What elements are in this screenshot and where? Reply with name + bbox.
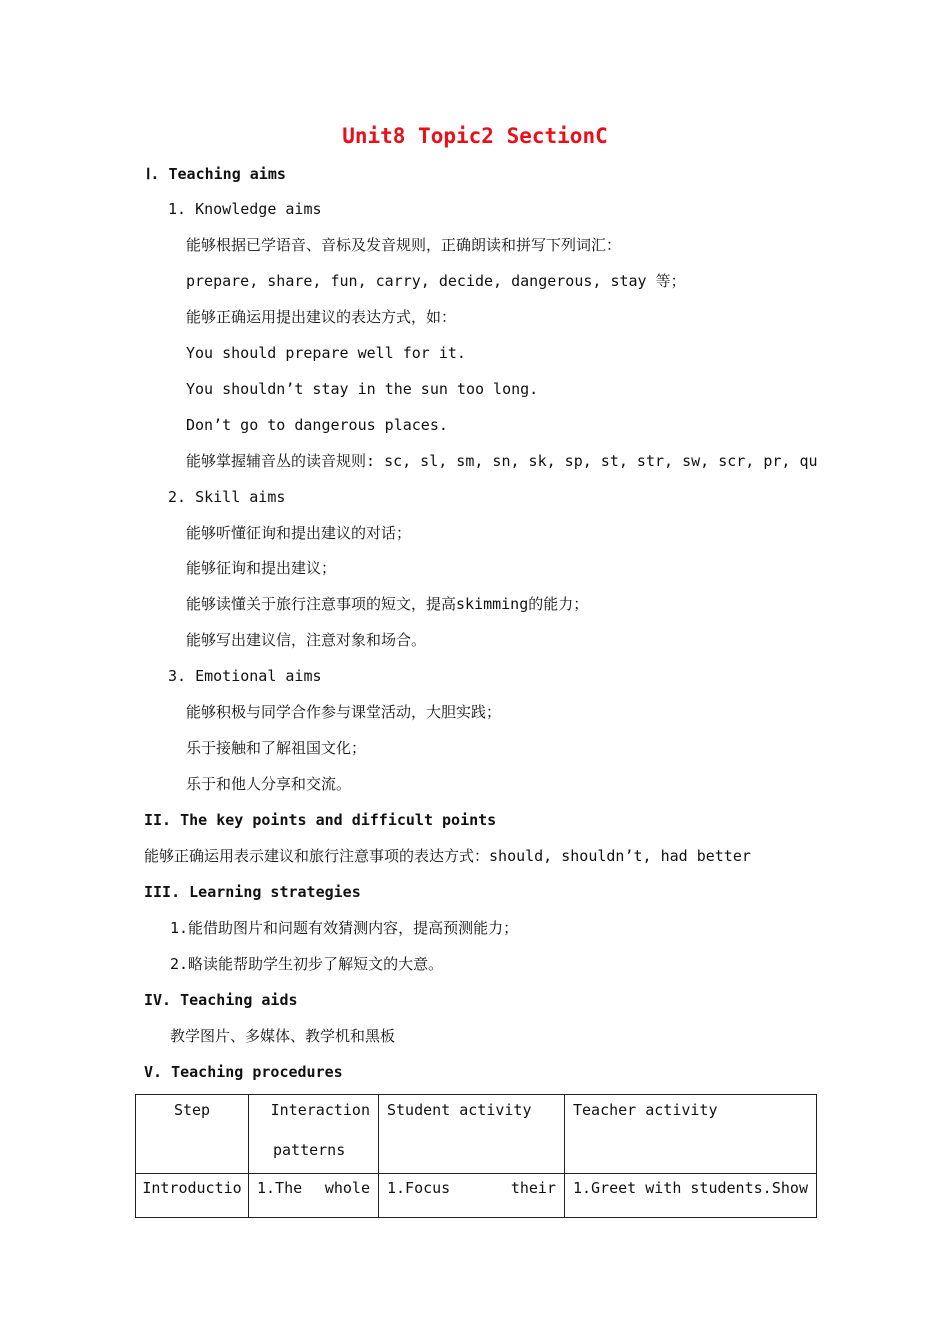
header-teacher: Teacher activity xyxy=(573,1101,718,1119)
skill-aims-label: 2. Skill aims xyxy=(168,488,286,506)
row-teacher-cell xyxy=(565,1174,817,1218)
header-interaction-1: Interaction xyxy=(270,1101,370,1119)
emotional-line: 能够积极与同学合作参与课堂活动，大胆实践； xyxy=(186,703,502,721)
skill-line: 能够读懂关于旅行注意事项的短文，提高skimming的能力； xyxy=(186,595,589,613)
skill-line: 能够征询和提出建议； xyxy=(186,559,337,577)
skill-line: 能够听懂征询和提出建议的对话； xyxy=(186,524,412,542)
row-interaction xyxy=(249,1174,378,1202)
skill-line: 能够写出建议信，注意对象和场合。 xyxy=(186,631,427,649)
header-step-cell xyxy=(136,1095,249,1174)
knowledge-line: 能够正确运用提出建议的表达方式，如： xyxy=(186,308,457,326)
row-student xyxy=(379,1174,564,1202)
row-interaction-cell xyxy=(249,1174,379,1218)
knowledge-line: 能够掌握辅音丛的读音规则: sc, sl, sm, sn, sk, sp, st, str, sw, scr, pr, qu xyxy=(186,452,818,470)
teaching-aids-text: 教学图片、多媒体、教学机和黑板 xyxy=(170,1027,396,1045)
row-teacher xyxy=(565,1174,816,1202)
emotional-line: 乐于和他人分享和交流。 xyxy=(186,775,352,793)
section-3-heading: III. Learning strategies xyxy=(144,883,361,901)
row-interaction-b: whole xyxy=(324,1179,370,1197)
row-step: Introductio xyxy=(142,1179,242,1197)
row-student-b: their xyxy=(510,1179,556,1197)
header-step: Step xyxy=(173,1101,211,1119)
strategy-line: 2.略读能帮助学生初步了解短文的大意。 xyxy=(170,955,444,973)
table-row xyxy=(136,1174,817,1218)
row-student-a: 1.Focus xyxy=(387,1179,451,1197)
knowledge-line: Don’t go to dangerous places. xyxy=(186,416,448,434)
knowledge-line: prepare, share, fun, carry, decide, dangerous, stay 等； xyxy=(186,272,686,290)
key-points-text: 能够正确运用表示建议和旅行注意事项的表达方式：should, shouldn’t, had better xyxy=(144,847,751,865)
header-student-cell xyxy=(379,1095,565,1174)
knowledge-aims-label: 1. Knowledge aims xyxy=(168,200,322,218)
section-1-heading: Ⅰ. Teaching aims xyxy=(146,165,286,183)
row-student-cell xyxy=(379,1174,565,1218)
knowledge-line: You shouldn’t stay in the sun too long. xyxy=(186,380,539,398)
section-4-heading: IV. Teaching aids xyxy=(144,991,298,1009)
table-header-row xyxy=(136,1095,817,1174)
knowledge-line: You should prepare well for it. xyxy=(186,344,466,362)
document-title: Unit8 Topic2 SectionC xyxy=(342,124,608,148)
row-teacher-a: 1.Greet with students. xyxy=(573,1179,772,1197)
header-interaction-2: patterns xyxy=(273,1141,346,1159)
header-student: Student activity xyxy=(387,1101,532,1119)
knowledge-line: 能够根据已学语音、音标及发音规则，正确朗读和拼写下列词汇： xyxy=(186,236,622,254)
header-teacher-cell xyxy=(565,1095,817,1174)
emotional-line: 乐于接触和了解祖国文化； xyxy=(186,739,367,757)
row-teacher-b: Show xyxy=(771,1179,808,1197)
row-interaction-a: 1.The xyxy=(257,1179,303,1197)
procedures-table xyxy=(135,1094,817,1218)
row-step-cell xyxy=(136,1174,249,1218)
emotional-aims-label: 3. Emotional aims xyxy=(168,667,322,685)
section-2-heading: II. The key points and difficult points xyxy=(144,811,497,829)
header-interaction-cell xyxy=(249,1095,379,1174)
strategy-line: 1.能借助图片和问题有效猜测内容，提高预测能力； xyxy=(170,919,519,937)
section-5-heading: V. Teaching procedures xyxy=(144,1063,343,1081)
